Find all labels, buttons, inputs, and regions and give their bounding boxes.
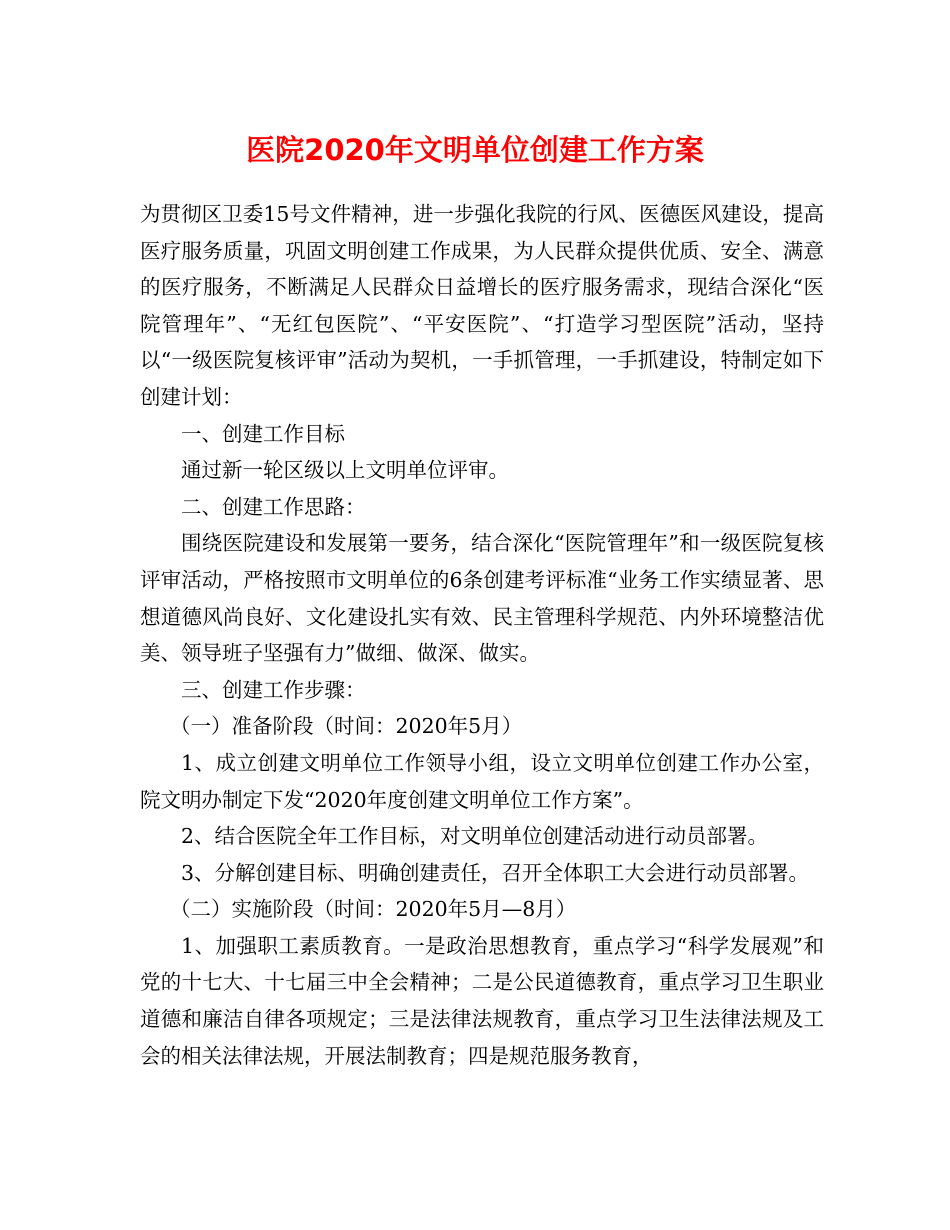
- document-title: 医院2020年文明单位创建工作方案: [246, 133, 704, 167]
- preparation-item-3: 3、分解创建目标、明确创建责任，召开全体职工大会进行动员部署。: [181, 860, 810, 885]
- preparation-item-2: 2、结合医院全年工作目标，对文明单位创建活动进行动员部署。: [181, 824, 769, 849]
- intro-paragraph: 为贯彻区卫委15号文件精神，进一步强化我院的行风、医德医风建设，提高医疗服务质量，巩固文明创建工作成果，为人民群众提供优质、安全、满意的医疗服务，不断满足人民群众日益增长的医疗服务需求，现结合深化“医院管理年”、“无红包医院”、“平安医院”、“打造学习型医院”活动，坚持以“一级医院复核评审”活动为契机，一手抓管理，一手抓建设，特制定如下创建计划：: [140, 202, 824, 409]
- section-heading-goal: 一、创建工作目标: [181, 421, 345, 446]
- implementation-item-1: 1、加强职工素质教育。一是政治思想教育，重点学习“科学发展观”和党的十七大、十七届三中全会精神；二是公民道德教育，重点学习卫生职业道德和廉洁自律各项规定；三是法律法规教育，重点学习卫生法律法规及工会的相关法律法规，开展法制教育；四是规范服务教育，: [140, 933, 824, 1068]
- document-body: [140, 196, 824, 1074]
- section-heading-approach: 二、创建工作思路：: [181, 494, 366, 519]
- section-heading-steps: 三、创建工作步骤：: [181, 677, 366, 702]
- preparation-item-1: 1、成立创建文明单位工作领导小组，设立文明单位创建工作办公室，院文明办制定下发“2020年度创建文明单位工作方案”。: [140, 750, 824, 812]
- goal-paragraph: 通过新一轮区级以上文明单位评审。: [181, 458, 509, 483]
- subsection-heading-implementation: （二）实施阶段（时间：2020年5月—8月）: [170, 897, 577, 922]
- approach-paragraph: 围绕医院建设和发展第一要务，结合深化“医院管理年”和一级医院复核评审活动，严格按照市文明单位的6条创建考评标准“业务工作实绩显著、思想道德风尚良好、文化建设扎实有效、民主管理科学规范、内外环境整洁优美、领导班子坚强有力”做细、做深、做实。: [140, 531, 824, 666]
- subsection-heading-preparation: （一）准备阶段（时间：2020年5月）: [170, 714, 523, 739]
